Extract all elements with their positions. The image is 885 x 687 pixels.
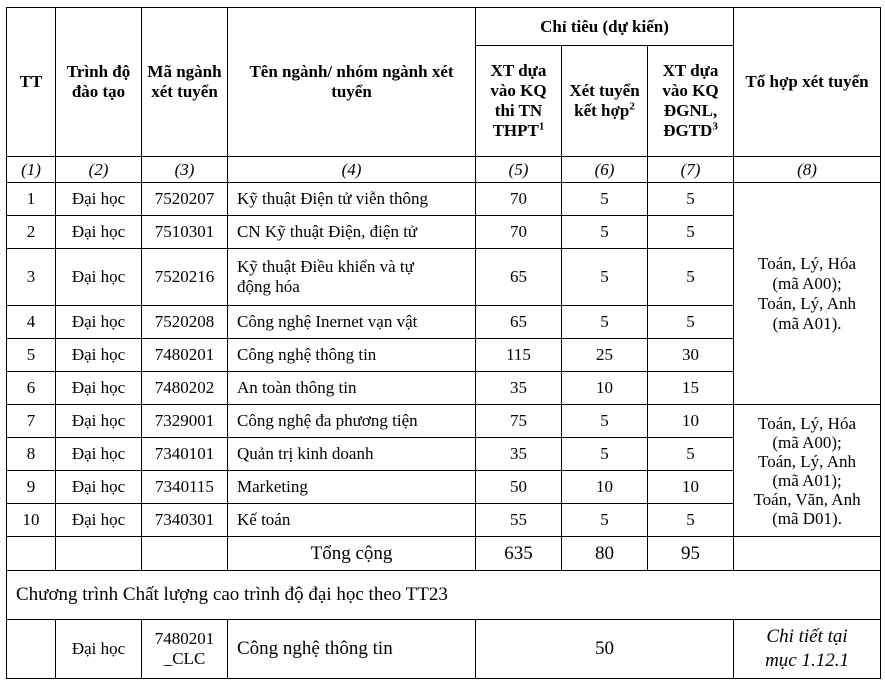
cell-code: 7520216: [142, 249, 228, 306]
footnote-marker: 3: [712, 120, 718, 133]
cell-name: Kỹ thuật Điều khiển và tự động hóa: [228, 249, 476, 306]
cell-combined: 5: [562, 306, 648, 339]
cell-combined: 5: [562, 216, 648, 249]
footnote-marker: 1: [538, 120, 545, 133]
cell-thpt: 65: [476, 306, 562, 339]
column-number: (3): [142, 157, 228, 183]
combo-line: Toán, Văn, Anh: [753, 489, 861, 509]
cell-dgnl: 5: [648, 504, 734, 537]
combo-line: (mã D01).: [772, 508, 842, 528]
code-line: _CLC: [163, 649, 206, 668]
cell-tt: 7: [7, 405, 56, 438]
cell-dgnl: 10: [648, 471, 734, 504]
header-row-top: [7, 8, 881, 46]
cell-empty: [56, 537, 142, 571]
total-combined: 80: [562, 537, 648, 571]
cell-name: Quản trị kinh doanh: [228, 438, 476, 471]
combo-line: Toán, Lý, Anh: [758, 451, 857, 471]
code-line: 7480201: [154, 629, 215, 648]
cell-level: Đại học: [56, 183, 142, 216]
cell-name: Công nghệ thông tin: [228, 620, 476, 679]
cell-empty: [7, 620, 56, 679]
cell-thpt: 75: [476, 405, 562, 438]
cell-subject-combos-group-2: [734, 405, 881, 537]
total-label: Tổng cộng: [228, 537, 476, 571]
admissions-quota-table: [6, 7, 881, 679]
cell-name: Kế toán: [228, 504, 476, 537]
cell-dgnl: 5: [648, 306, 734, 339]
header-quota-dgnl: XT dựa vào KQ ĐGNL, ĐGTD$^3$: [648, 46, 734, 157]
cell-tt: 2: [7, 216, 56, 249]
cell-code: 7510301: [142, 216, 228, 249]
cell-thpt: 65: [476, 249, 562, 306]
combo-line: (mã A01).: [772, 313, 842, 333]
column-number: (5): [476, 157, 562, 183]
cell-code: 7480202: [142, 372, 228, 405]
cell-thpt: 55: [476, 504, 562, 537]
cell-level: Đại học: [56, 620, 142, 679]
cell-tt: 10: [7, 504, 56, 537]
cell-name: Công nghệ đa phương tiện: [228, 405, 476, 438]
cell-thpt: 115: [476, 339, 562, 372]
cell-combined: 5: [562, 405, 648, 438]
total-row: [7, 537, 881, 571]
cell-code: 7520208: [142, 306, 228, 339]
cell-level: Đại học: [56, 306, 142, 339]
cell-empty: [734, 537, 881, 571]
cell-code: 7340301: [142, 504, 228, 537]
cell-tt: 8: [7, 438, 56, 471]
cell-combined: 5: [562, 183, 648, 216]
cell-tt: 5: [7, 339, 56, 372]
cell-tt: 9: [7, 471, 56, 504]
cell-level: Đại học: [56, 372, 142, 405]
cell-code: 7520207: [142, 183, 228, 216]
cell-combined: 10: [562, 471, 648, 504]
cell-thpt: 35: [476, 438, 562, 471]
cell-note: [734, 620, 881, 679]
cell-code: [142, 620, 228, 679]
cell-name: An toàn thông tin: [228, 372, 476, 405]
table-row: [7, 183, 881, 216]
cell-name: Marketing: [228, 471, 476, 504]
column-number: (1): [7, 157, 56, 183]
cell-dgnl: 5: [648, 249, 734, 306]
column-number: (8): [734, 157, 881, 183]
combo-line: (mã A00);: [772, 432, 842, 452]
combo-line: (mã A01);: [772, 470, 842, 490]
cell-level: Đại học: [56, 405, 142, 438]
clc-section-heading-row: [7, 571, 881, 620]
cell-level: Đại học: [56, 249, 142, 306]
combo-line: Toán, Lý, Hóa: [758, 413, 856, 433]
cell-code: 7340101: [142, 438, 228, 471]
cell-empty: [7, 537, 56, 571]
footnote-marker: 2: [629, 100, 635, 113]
clc-row: [7, 620, 881, 679]
table-row: [7, 405, 881, 438]
cell-code: 7329001: [142, 405, 228, 438]
cell-level: Đại học: [56, 438, 142, 471]
header-name: Tên ngành/ nhóm ngành xét tuyển: [228, 8, 476, 157]
cell-dgnl: 10: [648, 405, 734, 438]
column-number-row: [7, 157, 881, 183]
cell-dgnl: 15: [648, 372, 734, 405]
header-level: Trình độ đào tạo: [56, 8, 142, 157]
cell-tt: 1: [7, 183, 56, 216]
cell-dgnl: 5: [648, 183, 734, 216]
cell-empty: [142, 537, 228, 571]
cell-combined: 25: [562, 339, 648, 372]
column-number: (2): [56, 157, 142, 183]
cell-name: CN Kỹ thuật Điện, điện tử: [228, 216, 476, 249]
clc-section-title: Chương trình Chất lượng cao trình độ đại học theo TT23: [7, 571, 881, 620]
cell-combined: 5: [562, 249, 648, 306]
total-thpt: 635: [476, 537, 562, 571]
cell-tt: 6: [7, 372, 56, 405]
cell-level: Đại học: [56, 504, 142, 537]
header-quota-group: Chỉ tiêu (dự kiến): [476, 8, 734, 46]
cell-dgnl: 30: [648, 339, 734, 372]
cell-level: Đại học: [56, 339, 142, 372]
cell-thpt: 35: [476, 372, 562, 405]
cell-code: 7340115: [142, 471, 228, 504]
cell-subject-combos-group-1: [734, 183, 881, 405]
column-number: (7): [648, 157, 734, 183]
cell-level: Đại học: [56, 471, 142, 504]
total-dgnl: 95: [648, 537, 734, 571]
header-code: Mã ngành xét tuyển: [142, 8, 228, 157]
cell-code: 7480201: [142, 339, 228, 372]
cell-combined: 5: [562, 504, 648, 537]
cell-combined: 5: [562, 438, 648, 471]
note-line: mục 1.12.1: [765, 650, 849, 671]
combo-line: (mã A00);: [772, 273, 842, 293]
cell-thpt: 70: [476, 216, 562, 249]
cell-dgnl: 5: [648, 438, 734, 471]
cell-thpt: 50: [476, 471, 562, 504]
note-line: Chi tiết tại: [766, 626, 848, 647]
cell-name: Công nghệ thông tin: [228, 339, 476, 372]
cell-name: Kỹ thuật Điện tử viễn thông: [228, 183, 476, 216]
cell-name: Công nghệ Inernet vạn vật: [228, 306, 476, 339]
column-number: (6): [562, 157, 648, 183]
header-quota-combined: Xét tuyển kết hợp$^2$: [562, 46, 648, 157]
cell-dgnl: 5: [648, 216, 734, 249]
cell-quota: 50: [476, 620, 734, 679]
combo-line: Toán, Lý, Hóa: [758, 253, 856, 273]
cell-combined: 10: [562, 372, 648, 405]
cell-thpt: 70: [476, 183, 562, 216]
cell-tt: 3: [7, 249, 56, 306]
combo-line: Toán, Lý, Anh: [758, 293, 857, 313]
cell-level: Đại học: [56, 216, 142, 249]
header-subject-combos: Tổ hợp xét tuyển: [734, 8, 881, 157]
header-tt: TT: [7, 8, 56, 157]
header-quota-thpt: XT dựa vào KQ thi TN THPT$^1$: [476, 46, 562, 157]
cell-tt: 4: [7, 306, 56, 339]
column-number: (4): [228, 157, 476, 183]
